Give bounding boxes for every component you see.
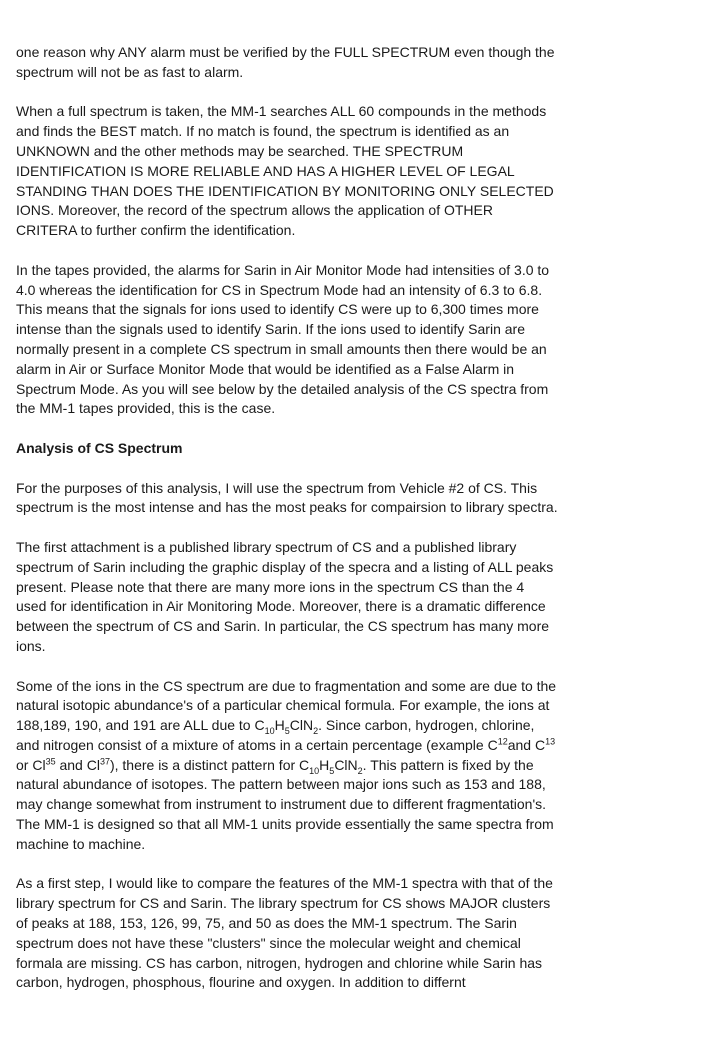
text-segment: carbon, hydrogen, phosphous, flourine and oxygen. In addition to differnt — [16, 974, 466, 991]
text-line — [16, 360, 706, 380]
paragraph — [16, 102, 706, 241]
text-line — [16, 63, 706, 83]
paragraph-spacer — [16, 241, 706, 261]
text-line — [16, 498, 706, 518]
text-segment: IDENTIFICATION IS MORE RELIABLE AND HAS A HIGHER LEVEL OF LEGAL — [16, 162, 515, 179]
text-segment: 188,189, 190, and 191 are ALL due to C — [16, 717, 265, 734]
subscript: 5 — [284, 725, 290, 736]
paragraph — [16, 43, 706, 83]
text-segment: of peaks at 188, 153, 126, 99, 75, and 50 as does the MM-1 spectrum. The Sarin — [16, 915, 517, 932]
text-line — [16, 320, 706, 340]
text-line — [16, 43, 706, 63]
subscript: 2 — [313, 725, 319, 736]
text-line — [16, 479, 706, 499]
text-segment: one reason why ANY alarm must be verified by the FULL SPECTRUM even though the — [16, 44, 555, 60]
text-segment: ClN — [334, 756, 358, 773]
text-segment: In the tapes provided, the alarms for Sarin in Air Monitor Mode had intensities of 3.0 to — [16, 261, 550, 278]
text-line — [16, 380, 706, 400]
text-line — [16, 399, 706, 419]
text-segment: machine to machine. — [16, 835, 146, 852]
text-line — [16, 102, 706, 122]
text-segment: alarm in Air or Surface Monitor Mode that would be identified as a False Alarm in — [16, 360, 515, 377]
text-segment: For the purposes of this analysis, I will use the spectrum from Vehicle #2 of CS. This — [16, 479, 538, 496]
paragraph-spacer — [16, 657, 706, 677]
text-line — [16, 221, 706, 241]
text-segment: Spectrum Mode. As you will see below by the detailed analysis of the CS spectra from — [16, 380, 549, 397]
text-segment: between the spectrum of CS and Sarin. In particular, the CS spectrum has many more — [16, 618, 550, 635]
text-segment: Analysis of CS Spectrum — [16, 439, 183, 456]
text-segment: normally present in a complete CS spectrum in small amounts then there would be an — [16, 340, 547, 357]
paragraph — [16, 874, 706, 993]
text-segment: . This pattern is fixed by the — [362, 756, 534, 773]
text-segment: H — [274, 717, 285, 734]
superscript: 35 — [45, 756, 56, 767]
text-segment: may change somewhat from instrument to instrument due to different fragmentation's. — [16, 796, 547, 813]
text-segment: ClN — [289, 717, 314, 734]
paragraph — [16, 677, 706, 855]
text-segment: CRITERA to further confirm the identification. — [16, 222, 296, 239]
text-segment: The MM-1 is designed so that all MM-1 units provide essentially the same spectra from — [16, 816, 554, 833]
section-heading — [16, 439, 706, 459]
text-line — [16, 142, 706, 162]
paragraph-spacer — [16, 419, 706, 439]
text-line — [16, 340, 706, 360]
text-segment: Some of the ions in the CS spectrum are due to fragmentation and some are due to the — [16, 677, 557, 694]
text-line — [16, 775, 706, 795]
paragraph — [16, 479, 706, 519]
text-segment: and finds the BEST match. If no match is found, the spectrum is identified as an — [16, 123, 510, 140]
subscript: 10 — [309, 765, 320, 776]
text-segment: and nitrogen consist of a mixture of atoms in a certain percentage (example C — [16, 736, 498, 753]
text-line — [16, 281, 706, 301]
subscript: 5 — [329, 765, 335, 776]
text-line — [16, 637, 706, 657]
text-segment: 4.0 whereas the identification for CS in Spectrum Mode had an intensity of 6.3 to 6.8. — [16, 281, 543, 298]
document-page — [16, 43, 706, 993]
text-segment: spectrum is the most intense and has the most peaks for compairsion to library spectra. — [16, 499, 558, 516]
text-segment: or Cl — [16, 756, 46, 773]
text-line — [16, 538, 706, 558]
text-segment: . Since carbon, hydrogen, chlorine, — [318, 717, 535, 734]
text-line — [16, 201, 706, 221]
text-segment: IONS. Moreover, the record of the spectrum allows the application of OTHER — [16, 202, 493, 219]
text-line — [16, 756, 706, 776]
text-segment: When a full spectrum is taken, the MM-1 searches ALL 60 compounds in the methods — [16, 103, 547, 120]
text-line — [16, 835, 706, 855]
text-line — [16, 558, 706, 578]
text-line — [16, 182, 706, 202]
text-line — [16, 677, 706, 697]
text-segment: STANDING THAN DOES THE IDENTIFICATION BY MONITORING ONLY SELECTED — [16, 182, 554, 199]
text-segment: library spectrum for CS and Sarin. The library spectrum for CS shows MAJOR clusters — [16, 895, 551, 912]
paragraph — [16, 261, 706, 419]
subscript: 2 — [357, 765, 363, 776]
text-segment: This means that the signals for ions used to identify CS were up to 6,300 times more — [16, 301, 539, 318]
text-line — [16, 261, 706, 281]
paragraph — [16, 538, 706, 657]
superscript: 37 — [99, 756, 110, 767]
text-segment: and Cl — [55, 756, 100, 773]
text-segment: ), there is a distinct pattern for C — [109, 756, 310, 773]
text-line — [16, 597, 706, 617]
text-segment: spectrum of Sarin including the graphic display of the specra and a listing of ALL peaks — [16, 558, 554, 575]
text-segment: UNKNOWN and the other methods may be searched. THE SPECTRUM — [16, 142, 464, 159]
text-line — [16, 122, 706, 142]
text-line — [16, 914, 706, 934]
subscript: 10 — [264, 725, 275, 736]
text-segment: the MM-1 tapes provided, this is the case. — [16, 400, 276, 417]
text-segment: The first attachment is a published library spectrum of CS and a published library — [16, 538, 517, 555]
text-segment: spectrum does not have these "clusters" since the molecular weight and chemical — [16, 934, 521, 951]
paragraph-spacer — [16, 459, 706, 479]
superscript: 12 — [497, 736, 508, 747]
text-line — [16, 716, 706, 736]
text-line — [16, 696, 706, 716]
text-segment: As a first step, I would like to compare the features of the MM-1 spectra with that of the — [16, 875, 553, 892]
text-segment: ions. — [16, 637, 46, 654]
text-segment: spectrum will not be as fast to alarm. — [16, 63, 244, 80]
text-line — [16, 934, 706, 954]
text-segment: and C — [507, 736, 546, 753]
text-line — [16, 617, 706, 637]
text-line — [16, 815, 706, 835]
text-segment: present. Please note that there are many more ions in the spectrum CS than the 4 — [16, 578, 525, 595]
text-line — [16, 162, 706, 182]
text-line — [16, 795, 706, 815]
text-segment: natural abundance of isotopes. The pattern between major ions such as 153 and 188, — [16, 776, 546, 793]
paragraph-spacer — [16, 83, 706, 103]
text-line — [16, 874, 706, 894]
paragraph-spacer — [16, 855, 706, 875]
text-line — [16, 578, 706, 598]
text-segment: intense than the signals used to identify Sarin. If the ions used to identify Sarin are — [16, 321, 525, 338]
text-segment: H — [319, 756, 330, 773]
paragraph-spacer — [16, 518, 706, 538]
text-line — [16, 736, 706, 756]
text-segment: formala are missing. CS has carbon, nitrogen, hydrogen and chlorine while Sarin has — [16, 954, 543, 971]
text-line — [16, 973, 706, 993]
text-line — [16, 894, 706, 914]
text-line — [16, 954, 706, 974]
text-line — [16, 439, 706, 459]
text-segment: natural isotopic abundance's of a particular chemical formula. For example, the ions at — [16, 697, 550, 714]
text-segment: used for identification in Air Monitoring Mode. Moreover, there is a dramatic difference — [16, 598, 546, 615]
text-line — [16, 300, 706, 320]
superscript: 13 — [545, 736, 556, 747]
